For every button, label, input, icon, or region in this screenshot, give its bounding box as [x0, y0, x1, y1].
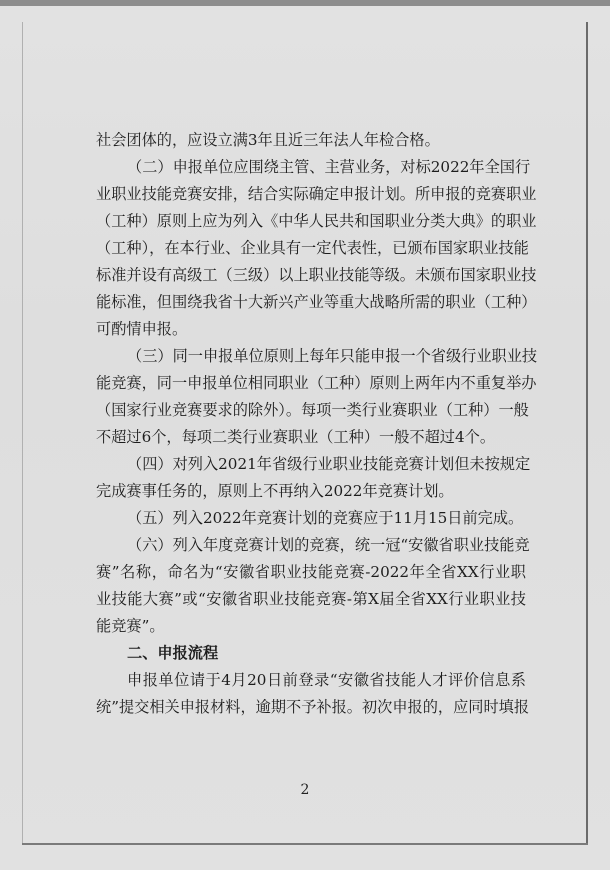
text-line: 完成赛事任务的，原则上不再纳入2022年竞赛计划。	[96, 482, 454, 500]
text-line: 申报单位请于4月20日前登录“安徽省技能人才评价信息系	[127, 671, 526, 689]
page-number: 2	[300, 782, 310, 798]
text-line: （三）同一申报单位原则上每年只能申报一个省级行业职业技	[127, 347, 538, 365]
text-line: （六）列入年度竞赛计划的竞赛，统一冠“安徽省职业技能竞	[127, 536, 530, 554]
section-heading: 二、申报流程	[127, 644, 219, 662]
text-line: （国家行业竞赛要求的除外）。每项一类行业赛职业（工种）一般	[96, 401, 529, 419]
text-line: 标准并设有高级工（三级）以上职业技能等级。未颁布国家职业技	[96, 266, 537, 284]
scan-right-edge	[586, 22, 588, 844]
text-line: 能标准，但围绕我省十大新兴产业等重大战略所需的职业（工种）	[96, 293, 537, 311]
text-line: 统”提交相关申报材料，逾期不予补报。初次申报的，应同时填报	[96, 698, 530, 716]
text-line: （工种），在本行业、企业具有一定代表性，已颁布国家职业技能	[96, 239, 529, 257]
scan-top-edge	[0, 0, 610, 6]
text-line: 赛”名称，命名为“安徽省职业技能竞赛-2022年全省XX行业职	[96, 563, 526, 581]
text-line: 能竞赛，同一申报单位相同职业（工种）原则上两年内不重复举办	[96, 374, 537, 392]
text-line: （二）申报单位应围绕主管、主营业务，对标2022年全国行	[127, 158, 531, 176]
text-line: （四）对列入2021年省级行业职业技能竞赛计划但未按规定	[127, 455, 531, 473]
text-line: 业职业技能竞赛安排，结合实际确定申报计划。所申报的竞赛职业	[96, 185, 537, 203]
text-line: 可酌情申报。	[96, 320, 188, 338]
document-body	[96, 127, 538, 721]
text-line: 社会团体的，应设立满3年且近三年法人年检合格。	[96, 131, 440, 149]
text-line: （五）列入2022年竞赛计划的竞赛应于11月15日前完成。	[127, 509, 524, 527]
scan-bottom-edge	[22, 843, 588, 845]
text-line: 能竞赛”。	[96, 617, 165, 635]
text-line: 不超过6个，每项二类行业赛职业（工种）一般不超过4个。	[96, 428, 496, 446]
text-line: （工种）原则上应为列入《中华人民共和国职业分类大典》的职业	[96, 212, 537, 230]
text-line: 业技能大赛”或“安徽省职业技能竞赛-第X届全省XX行业职业技	[96, 590, 526, 608]
scan-left-edge	[22, 22, 23, 844]
